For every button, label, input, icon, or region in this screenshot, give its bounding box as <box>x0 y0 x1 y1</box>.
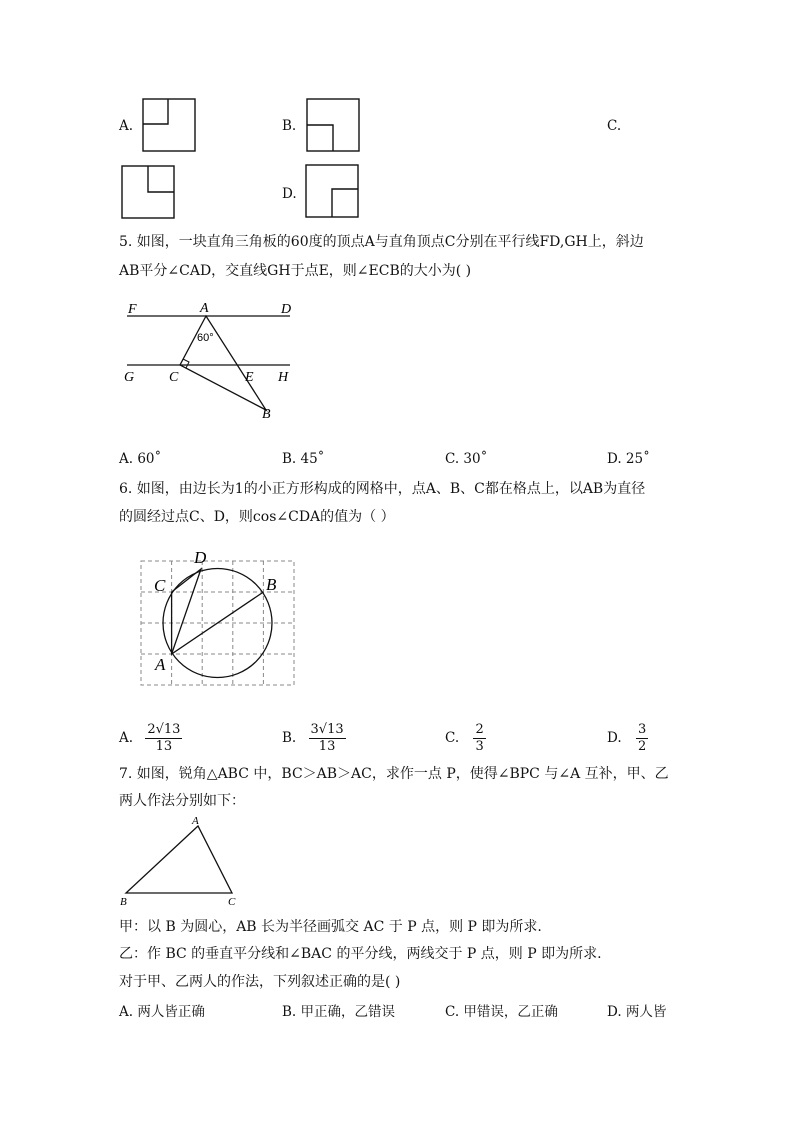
q6-text-line1: 6. 如图，由边长为1的小正方形构成的网格中，点A、B、C都在格点上，以AB为直径 <box>119 481 646 497</box>
q4-option-a-label: A. <box>119 118 134 134</box>
q7-question: 对于甲、乙两人的作法，下列叙述正确的是( ) <box>119 974 401 990</box>
q5-label-c: C <box>169 370 179 385</box>
q5-option-c: C. 30˚ <box>445 451 488 467</box>
q6-label-d: D <box>194 548 207 567</box>
q4-figure-c <box>121 165 175 219</box>
q6-option-c-denominator: 3 <box>475 739 484 754</box>
q4-option-b-label: B. <box>282 118 297 134</box>
q6-label-c: C <box>154 576 166 595</box>
q5-label-h: H <box>278 370 289 385</box>
q6-option-b-fraction <box>309 722 346 755</box>
q7-label-a: A <box>192 815 199 827</box>
q6-option-d-denominator: 2 <box>637 739 647 754</box>
q5-option-a: A. 60˚ <box>119 451 162 467</box>
q6-option-d <box>607 722 648 755</box>
q7-label-c: C <box>228 896 236 908</box>
q6-label-b: B <box>266 575 277 594</box>
q6-option-b <box>282 722 346 755</box>
q5-option-d: D. 25˚ <box>607 451 650 467</box>
q6-option-c-label: C. <box>445 730 460 746</box>
q5-text-line2: AB平分∠CAD，交直线GH于点E，则∠ECB的大小为( ) <box>119 263 472 279</box>
q5-option-b: B. 45˚ <box>282 451 325 467</box>
q7-option-d: D. 两人皆 <box>607 1004 667 1020</box>
q7-text-line2: 两人作法分别如下： <box>119 793 245 809</box>
q6-option-d-numerator: 3 <box>637 722 647 737</box>
q6-option-b-label: B. <box>282 730 297 746</box>
q6-option-a-denominator: 13 <box>155 739 173 754</box>
q7-label-b: B <box>120 896 127 908</box>
q5-label-b: B <box>262 407 271 422</box>
q6-figure <box>130 545 305 695</box>
q7-option-a: A. 两人皆正确 <box>119 1004 205 1020</box>
q5-label-e: E <box>245 370 254 385</box>
q6-text-line2: 的圆经过点C、D，则cos∠CDA的值为（ ） <box>119 509 395 525</box>
q4-figure-b <box>306 98 360 152</box>
q5-label-f: F <box>128 302 137 317</box>
q7-method-yi: 乙：作 BC 的垂直平分线和∠BAC 的平分线，两线交于 P 点，则 P 即为所求. <box>119 946 602 962</box>
q6-option-a-label: A. <box>119 730 134 746</box>
q5-figure <box>120 296 300 426</box>
q6-option-c-numerator: 2 <box>475 722 484 737</box>
q6-option-a-fraction <box>145 722 182 755</box>
q7-option-c: C. 甲错误，乙正确 <box>445 1004 558 1020</box>
q4-figure-d <box>305 164 359 218</box>
q6-option-b-denominator: 13 <box>318 739 336 754</box>
q5-label-d: D <box>281 302 292 317</box>
q4-figure-a <box>142 98 196 152</box>
q4-option-c-label: C. <box>607 118 622 134</box>
q6-option-b-numerator: 3√13 <box>310 722 344 737</box>
q6-option-c <box>445 722 486 755</box>
q6-option-c-fraction <box>473 722 485 755</box>
q5-label-angle: 60° <box>197 332 214 344</box>
q7-option-b: B. 甲正确，乙错误 <box>282 1004 396 1020</box>
q6-option-a <box>119 722 182 755</box>
q5-text-line1: 5. 如图，一块直角三角板的60度的顶点A与直角顶点C分别在平行线FD,GH上，斜边 <box>119 234 644 250</box>
q6-option-a-numerator: 2√13 <box>147 722 181 737</box>
q6-label-a: A <box>155 655 166 674</box>
q6-option-d-label: D. <box>607 730 622 746</box>
q5-label-g: G <box>124 370 135 385</box>
q7-figure <box>118 813 248 908</box>
q7-method-jia: 甲：以 B 为圆心，AB 长为半径画弧交 AC 于 P 点，则 P 即为所求. <box>119 919 542 935</box>
q7-text-line1: 7. 如图，锐角△ABC 中，BC＞AB＞AC，求作一点 P，使得∠BPC 与∠A 互补，甲、乙 <box>119 766 669 782</box>
q6-option-d-fraction <box>636 722 648 755</box>
q4-option-d-label: D. <box>282 186 297 202</box>
q5-label-a: A <box>200 301 209 316</box>
